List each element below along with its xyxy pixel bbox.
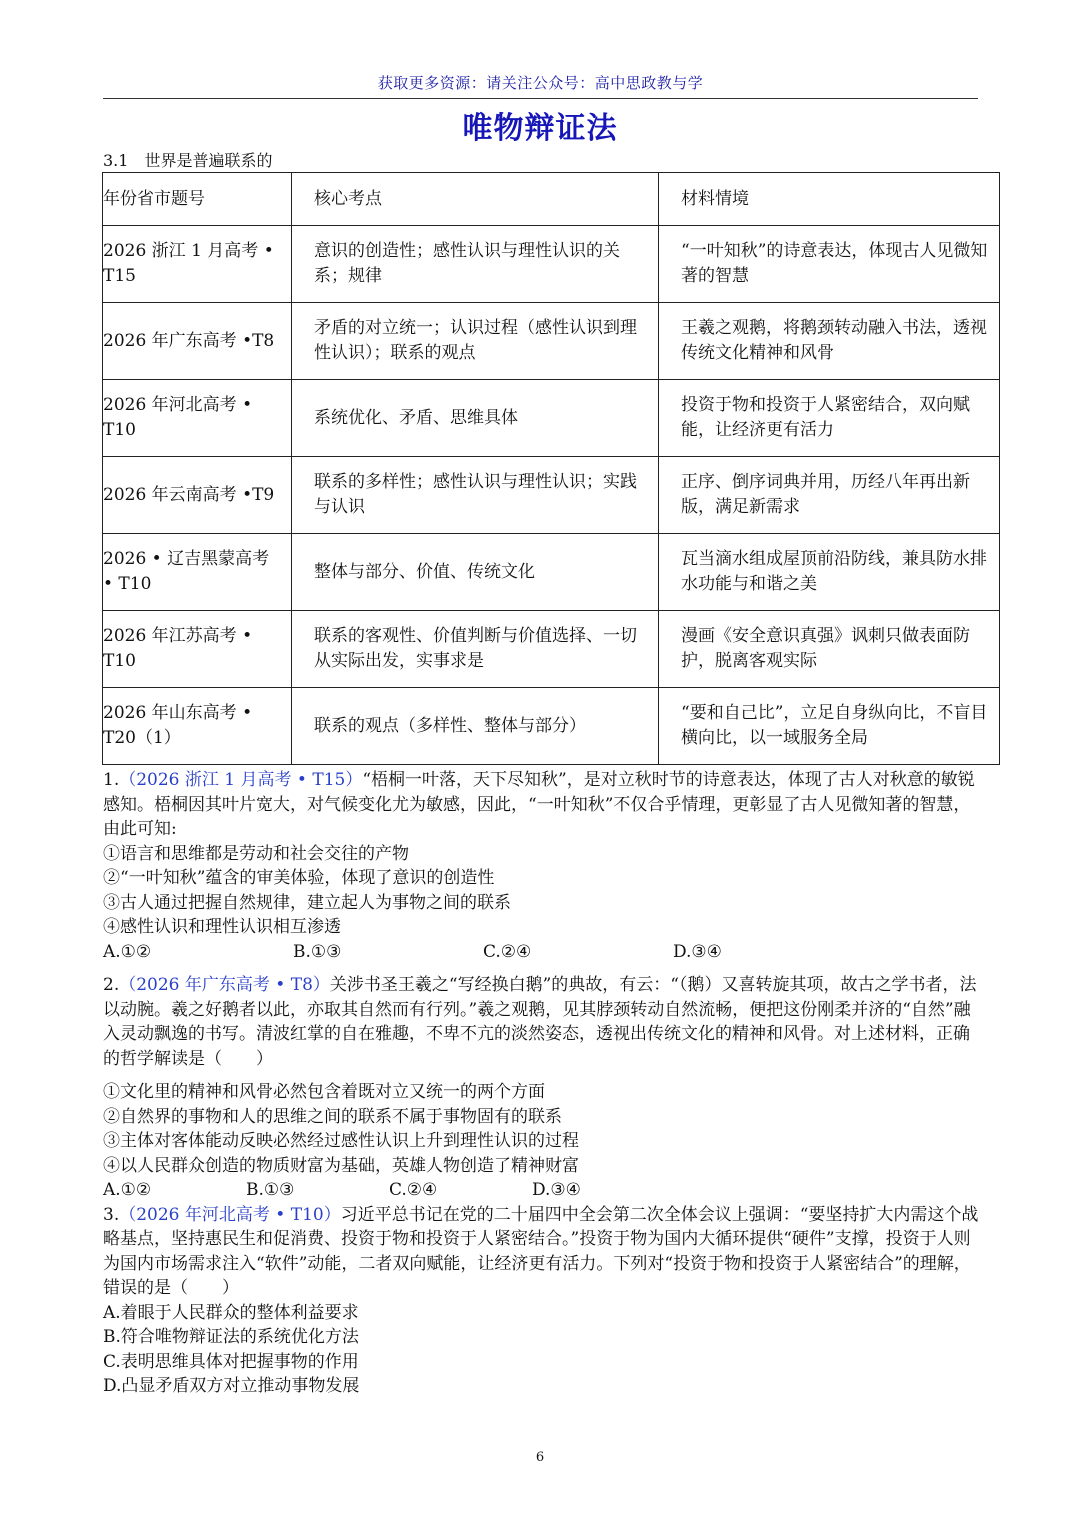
table-row bbox=[103, 226, 1000, 303]
question-1 bbox=[103, 768, 983, 964]
table-row bbox=[103, 688, 1000, 765]
table-cell: 联系的客观性、价值判断与价值选择、一切从实际出发，实事求是 bbox=[292, 611, 659, 688]
question-source: （2026 年河北高考 • T10） bbox=[119, 1204, 341, 1225]
answer-options bbox=[103, 1178, 983, 1203]
answer-option: A.①② bbox=[103, 941, 152, 962]
column-header: 材料情境 bbox=[659, 173, 1000, 226]
answer-option: D.③④ bbox=[532, 1180, 581, 1200]
question-text: 习近平总书记在党的二十届四中全会第二次全体会议上强调：“要坚持扩大内需这个战略基点，坚持惠民生和促消费、投资于物和投资于人紧密结合。”投资于物为国内大循环提供“硬件”支撑，投资于人则为国内市场需求注入“软件”动能，二者双向赋能，让经济更有活力。下列对“投资于物和投资于人紧密结合”的理解，错误的是（ ） bbox=[103, 1204, 979, 1298]
table-cell: 漫画《安全意识真强》讽刺只做表面防护，脱离客观实际 bbox=[659, 611, 1000, 688]
page-title: 唯物辩证法 bbox=[462, 111, 618, 146]
table-cell: 2026 年云南高考 •T9 bbox=[103, 457, 292, 534]
table-cell: 2026 • 辽吉黑蒙高考 • T10 bbox=[103, 534, 292, 611]
table-cell: 2026 年河北高考 • T10 bbox=[103, 380, 292, 457]
table-cell: 2026 年江苏高考 • T10 bbox=[103, 611, 292, 688]
table-row bbox=[103, 380, 1000, 457]
answer-option: C.②④ bbox=[483, 941, 532, 962]
statement-item: ③古人通过把握自然规律，建立起人为事物之间的联系 bbox=[103, 892, 511, 913]
question-text: “梧桐一叶落，天下尽知秋”，是对立秋时节的诗意表达，体现了古人对秋意的敏锐感知。梧桐因其叶片宽大，对气候变化尤为敏感，因此，“一叶知秋”不仅合乎情理，更彰显了古人见微知著的智慧，由此可知: bbox=[103, 770, 975, 839]
table-cell: 联系的观点（多样性、整体与部分） bbox=[292, 688, 659, 765]
table-cell: “要和自己比”，立足自身纵向比，不盲目横向比，以一域服务全局 bbox=[659, 688, 1000, 765]
answer-option: D.凸显矛盾双方对立推动事物发展 bbox=[103, 1376, 360, 1396]
answer-options bbox=[103, 940, 983, 965]
question-stem bbox=[103, 1203, 983, 1301]
statement-item: ③主体对客体能动反映必然经过感性认识上升到理性认识的过程 bbox=[103, 1131, 579, 1151]
question-text: 关涉书圣王羲之“写经换白鹅”的典故，有云：“（鹅）又喜转旋其项，故古之学书者，法以动腕。羲之好鹅者以此，亦取其自然而有行列。”羲之观鹅，见其脖颈转动自然流畅，便把这份刚柔并济的“自然”融入灵动飘逸的书写。清波红掌的自在雅趣，不卑不亢的淡然姿态，透视出传统文化的精神和风骨。对上述材料，正确的哲学解读是（ ） bbox=[103, 975, 977, 1069]
statement-item: ④以人民群众创造的物质财富为基础，英雄人物创造了精神财富 bbox=[103, 1155, 579, 1176]
table-header-row bbox=[103, 173, 1000, 226]
answer-option: B.①③ bbox=[246, 1180, 295, 1200]
table-cell: 2026 年广东高考 •T8 bbox=[103, 303, 292, 380]
table-cell: 矛盾的对立统一；认识过程（感性认识到理性认识）；联系的观点 bbox=[292, 303, 659, 380]
question-2 bbox=[103, 973, 983, 1203]
question-source: （2026 浙江 1 月高考 • T15） bbox=[119, 770, 363, 790]
header-divider bbox=[103, 98, 978, 99]
question-3 bbox=[103, 1203, 983, 1399]
table-row bbox=[103, 611, 1000, 688]
page-number: 6 bbox=[535, 1450, 545, 1465]
table-row bbox=[103, 534, 1000, 611]
table-row bbox=[103, 303, 1000, 380]
table-cell: 正序、倒序词典并用，历经八年再出新版，满足新需求 bbox=[659, 457, 1000, 534]
table-cell: 瓦当滴水组成屋顶前沿防线，兼具防水排水功能与和谐之美 bbox=[659, 534, 1000, 611]
header-banner: 获取更多资源：请关注公众号：高中思政教与学 bbox=[377, 74, 704, 92]
question-stem bbox=[103, 973, 983, 1071]
table-cell: “一叶知秋”的诗意表达，体现古人见微知著的智慧 bbox=[659, 226, 1000, 303]
statement-item: ②自然界的事物和人的思维之间的联系不属于事物固有的联系 bbox=[103, 1106, 562, 1127]
table-cell: 2026 年山东高考 • T20（1） bbox=[103, 688, 292, 765]
table-row bbox=[103, 457, 1000, 534]
table-cell: 意识的创造性；感性认识与理性认识的关系；规律 bbox=[292, 226, 659, 303]
question-number: 1. bbox=[103, 770, 120, 790]
table-cell: 整体与部分、价值、传统文化 bbox=[292, 534, 659, 611]
question-number: 2. bbox=[103, 975, 120, 995]
answer-option: C.表明思维具体对把握事物的作用 bbox=[103, 1351, 359, 1372]
statement-item: ①语言和思维都是劳动和社会交往的产物 bbox=[103, 843, 409, 864]
statement-item: ①文化里的精神和风骨必然包含着既对立又统一的两个方面 bbox=[103, 1082, 545, 1102]
table-cell: 系统优化、矛盾、思维具体 bbox=[292, 380, 659, 457]
section-heading: 3.1 世界是普遍联系的 bbox=[103, 151, 273, 170]
statement-item: ②“一叶知秋”蕴含的审美体验，体现了意识的创造性 bbox=[103, 868, 495, 888]
answer-option: B.①③ bbox=[293, 941, 342, 962]
question-stem bbox=[103, 768, 983, 842]
column-header: 年份省市题号 bbox=[103, 173, 292, 226]
column-header: 核心考点 bbox=[292, 173, 659, 226]
questions-block bbox=[103, 768, 983, 1399]
statement-item: ④感性认识和理性认识相互渗透 bbox=[103, 917, 341, 937]
table-cell: 联系的多样性；感性认识与理性认识；实践与认识 bbox=[292, 457, 659, 534]
answer-option: D.③④ bbox=[673, 941, 722, 962]
answer-option: A.着眼于人民群众的整体利益要求 bbox=[103, 1302, 359, 1323]
question-number: 3. bbox=[103, 1204, 120, 1225]
answer-option: B.符合唯物辩证法的系统优化方法 bbox=[103, 1327, 359, 1347]
answer-option: A.①② bbox=[103, 1180, 152, 1200]
table-cell: 王羲之观鹅，将鹅颈转动融入书法，透视传统文化精神和风骨 bbox=[659, 303, 1000, 380]
table-cell: 投资于物和投资于人紧密结合，双向赋能，让经济更有活力 bbox=[659, 380, 1000, 457]
table-cell: 2026 浙江 1 月高考 • T15 bbox=[103, 226, 292, 303]
answer-option: C.②④ bbox=[389, 1180, 438, 1200]
exam-points-table bbox=[102, 172, 1000, 765]
question-source: （2026 年广东高考 • T8） bbox=[119, 975, 330, 995]
